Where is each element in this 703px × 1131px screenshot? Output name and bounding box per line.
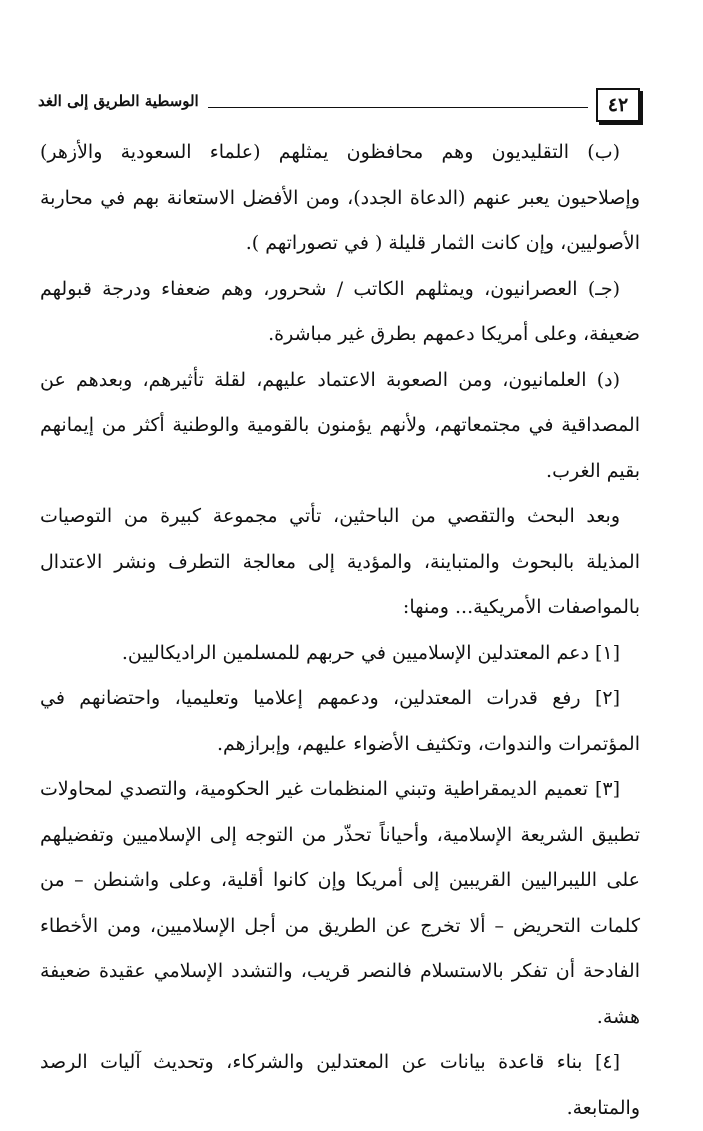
page-number: ٤٢ <box>596 88 640 122</box>
running-title: الوسطية الطريق إلى الغد <box>38 92 199 110</box>
recommendation-3: [٣] تعميم الديمقراطية وتبني المنظمات غير الحكومية، والتصدي لمحاولات تطبيق الشريعة الإسلامية، وأحياناً تحذّر من التوجه إلى الإسلاميين وتفضيلهم على الليبراليين القريبين إلى أمريكا وإن كانوا أقلية، وعلى واشنطن – من كلمات التحريض – ألا تخرج عن الطريق من أجل الإسلاميين، ومن الأخطاء الفادحة أن تفكر بالاستسلام فالنصر قريب، والتشدد الإسلامي عقيدة ضعيفة هشة. <box>40 778 640 1028</box>
paragraph-modernists: (جـ) العصرانيون، ويمثلهم الكاتب / شحرور، وهم ضعفاء ودرجة قبولهم ضعيفة، وعلى أمريكا دعمهم بطرق غير مباشرة. <box>40 277 640 345</box>
recommendation-4: [٤] بناء قاعدة بيانات عن المعتدلين والشركاء، وتحديث آليات الرصد والمتابعة. <box>40 1051 640 1119</box>
header-rule <box>208 107 588 108</box>
paragraph-secularists: (د) العلمانيون، ومن الصعوبة الاعتماد عليهم، لقلة تأثيرهم، وبعدهم عن المصداقية في مجتمعاتهم، ولأنهم يؤمنون بالقومية والوطنية أكثر من إيمانهم بقيم الغرب. <box>40 368 640 482</box>
page-header <box>38 88 640 124</box>
page-body <box>40 130 640 1131</box>
paragraph-traditionalists: (ب) التقليديون وهم محافظون يمثلهم (علماء السعودية والأزهر) وإصلاحيون يعبر عنهم (الدعاة الجدد)، ومن الأفضل الاستعانة بهم في محاربة الأصوليين، وإن كانت الثمار قليلة ( في تصوراتهم ). <box>40 141 640 254</box>
recommendation-2: [٢] رفع قدرات المعتدلين، ودعمهم إعلاميا وتعليميا، واحتضانهم في المؤتمرات والندوات، وتكثيف الأضواء عليهم، وإبرازهم. <box>40 687 640 755</box>
recommendation-1: [١] دعم المعتدلين الإسلاميين في حربهم للمسلمين الراديكاليين. <box>121 641 620 664</box>
paragraph-recommendations-intro: وبعد البحث والتقصي من الباحثين، تأتي مجموعة كبيرة من التوصيات المذيلة بالبحوث والمتباينة، والمؤدية إلى معالجة التطرف ونشر الاعتدال بالمواصفات الأمريكية... ومنها: <box>40 505 640 618</box>
